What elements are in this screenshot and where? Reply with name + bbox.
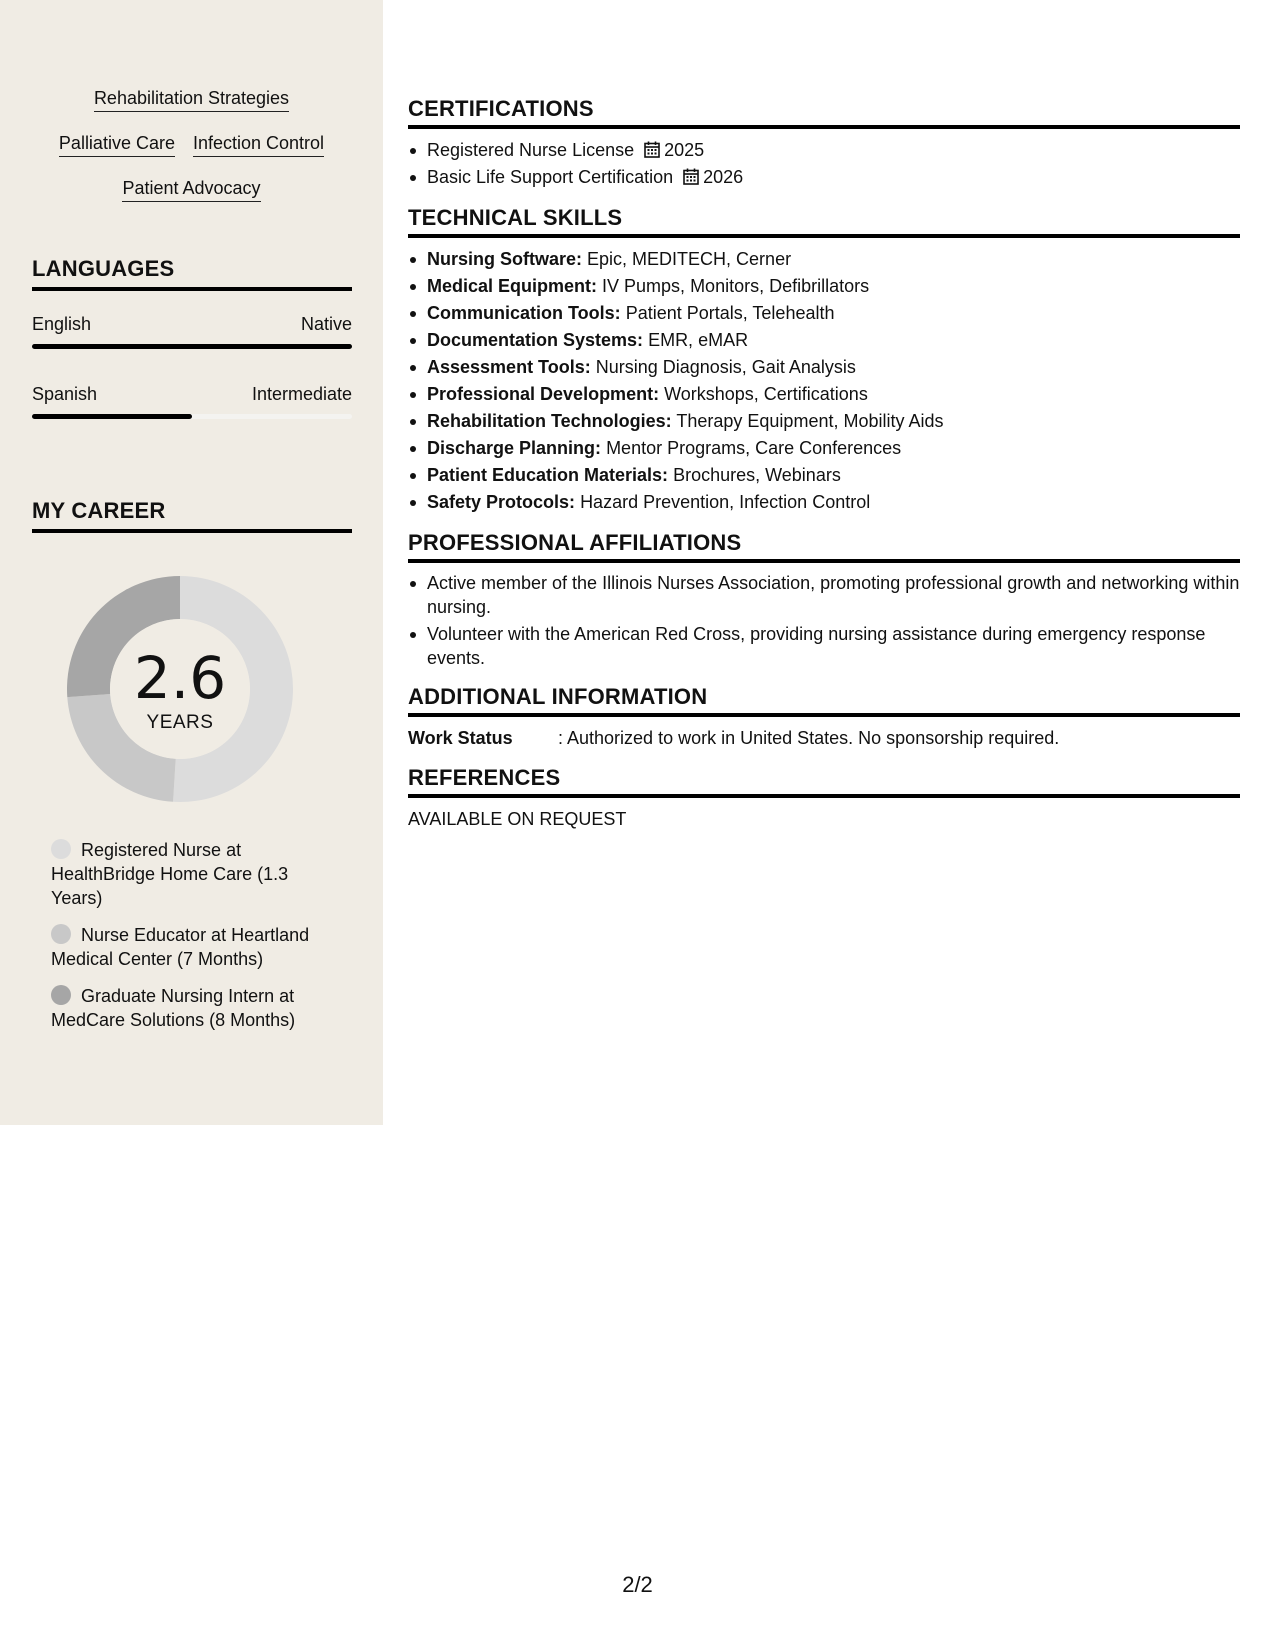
skill-label: Rehabilitation Technologies: bbox=[427, 411, 672, 431]
skill-item bbox=[408, 435, 1240, 462]
work-status-label: Work Status bbox=[408, 728, 513, 748]
career-heading: MY CAREER bbox=[32, 498, 352, 533]
career-item bbox=[51, 923, 341, 971]
certifications-section bbox=[408, 96, 1240, 191]
additional-info-section bbox=[408, 684, 1240, 751]
language-english bbox=[32, 314, 352, 335]
section-heading: TECHNICAL SKILLS bbox=[408, 205, 1240, 238]
skill-value: Workshops, Certifications bbox=[664, 384, 868, 404]
skill-label: Assessment Tools: bbox=[427, 357, 591, 377]
skill-value: Brochures, Webinars bbox=[673, 465, 841, 485]
section-heading: CERTIFICATIONS bbox=[408, 96, 1240, 129]
skill-tag: Rehabilitation Strategies bbox=[94, 86, 289, 112]
skill-item bbox=[408, 462, 1240, 489]
legend-dot bbox=[51, 985, 71, 1005]
certification-item bbox=[408, 137, 1240, 164]
language-bar-spanish bbox=[32, 414, 352, 419]
section-heading: REFERENCES bbox=[408, 765, 1240, 798]
legend-dot bbox=[51, 924, 71, 944]
work-status-row bbox=[408, 725, 1240, 751]
references-section bbox=[408, 765, 1240, 832]
career-legend bbox=[51, 838, 341, 1045]
languages-heading: LANGUAGES bbox=[32, 256, 352, 291]
skill-item bbox=[408, 408, 1240, 435]
career-item-text: Nurse Educator at Heartland Medical Center (7 Months) bbox=[51, 925, 310, 969]
skill-item bbox=[408, 489, 1240, 516]
page-number: 2/2 bbox=[622, 1572, 653, 1597]
career-unit: YEARS bbox=[146, 712, 214, 733]
skill-label: Professional Development: bbox=[427, 384, 660, 404]
affiliation-item: Volunteer with the American Red Cross, providing nursing assistance during emergency response events. bbox=[408, 622, 1240, 670]
certification-name: Basic Life Support Certification bbox=[427, 167, 674, 187]
language-name: Spanish bbox=[32, 384, 98, 404]
career-item-text: Registered Nurse at HealthBridge Home Care (1.3 Years) bbox=[51, 840, 289, 908]
language-bar-fill bbox=[32, 344, 352, 349]
skill-value: Therapy Equipment, Mobility Aids bbox=[676, 411, 944, 431]
calendar-icon bbox=[644, 141, 660, 158]
language-spanish bbox=[32, 384, 352, 405]
skill-label: Medical Equipment: bbox=[427, 276, 598, 296]
technical-skills-list bbox=[408, 246, 1240, 516]
affiliation-item: Active member of the Illinois Nurses Association, promoting professional growth and networking within nursing. bbox=[408, 571, 1240, 619]
legend-dot bbox=[51, 839, 71, 859]
skill-row bbox=[0, 131, 383, 157]
skill-item bbox=[408, 327, 1240, 354]
language-bar-fill bbox=[32, 414, 192, 419]
skill-tag: Infection Control bbox=[193, 131, 324, 157]
section-heading: ADDITIONAL INFORMATION bbox=[408, 684, 1240, 717]
skill-label: Documentation Systems: bbox=[427, 330, 644, 350]
skill-item bbox=[408, 354, 1240, 381]
skill-row bbox=[0, 86, 383, 112]
skill-label: Safety Protocols: bbox=[427, 492, 576, 512]
language-level: Intermediate bbox=[251, 384, 352, 404]
skill-value: Patient Portals, Telehealth bbox=[625, 303, 835, 323]
skill-label: Nursing Software: bbox=[427, 249, 583, 269]
references-text: AVAILABLE ON REQUEST bbox=[408, 809, 627, 829]
affiliations-list bbox=[408, 571, 1240, 670]
skill-tag: Palliative Care bbox=[59, 131, 175, 157]
certifications-list bbox=[408, 137, 1240, 191]
skills-tags bbox=[0, 86, 383, 221]
sidebar bbox=[0, 0, 383, 1125]
skill-value: IV Pumps, Monitors, Defibrillators bbox=[602, 276, 870, 296]
affiliations-section bbox=[408, 530, 1240, 670]
main-content bbox=[408, 96, 1240, 846]
section-heading: PROFESSIONAL AFFILIATIONS bbox=[408, 530, 1240, 563]
career-item-text: Graduate Nursing Intern at MedCare Solutions (8 Months) bbox=[51, 986, 296, 1030]
language-bar-english bbox=[32, 344, 352, 349]
certification-year: 2025 bbox=[664, 140, 705, 160]
career-total-years: 2.6 bbox=[133, 644, 227, 712]
work-status-value: : Authorized to work in United States. No sponsorship required. bbox=[558, 728, 1060, 748]
skill-value: Nursing Diagnosis, Gait Analysis bbox=[595, 357, 856, 377]
skill-value: Mentor Programs, Care Conferences bbox=[606, 438, 902, 458]
calendar-icon bbox=[683, 168, 699, 185]
language-level: Native bbox=[300, 314, 352, 334]
skill-value: Hazard Prevention, Infection Control bbox=[580, 492, 871, 512]
certification-year: 2026 bbox=[703, 167, 744, 187]
skill-item bbox=[408, 273, 1240, 300]
technical-skills-section bbox=[408, 205, 1240, 516]
skill-item bbox=[408, 246, 1240, 273]
skill-label: Patient Education Materials: bbox=[427, 465, 669, 485]
skill-label: Discharge Planning: bbox=[427, 438, 602, 458]
career-item bbox=[51, 838, 341, 910]
certification-item bbox=[408, 164, 1240, 191]
skill-row bbox=[0, 176, 383, 202]
career-item bbox=[51, 984, 341, 1032]
skill-label: Communication Tools: bbox=[427, 303, 621, 323]
skill-tag: Patient Advocacy bbox=[122, 176, 260, 202]
skill-item bbox=[408, 381, 1240, 408]
skill-value: Epic, MEDITECH, Cerner bbox=[587, 249, 792, 269]
certification-name: Registered Nurse License bbox=[427, 140, 635, 160]
skill-item bbox=[408, 300, 1240, 327]
language-name: English bbox=[32, 314, 92, 334]
skill-value: EMR, eMAR bbox=[648, 330, 749, 350]
